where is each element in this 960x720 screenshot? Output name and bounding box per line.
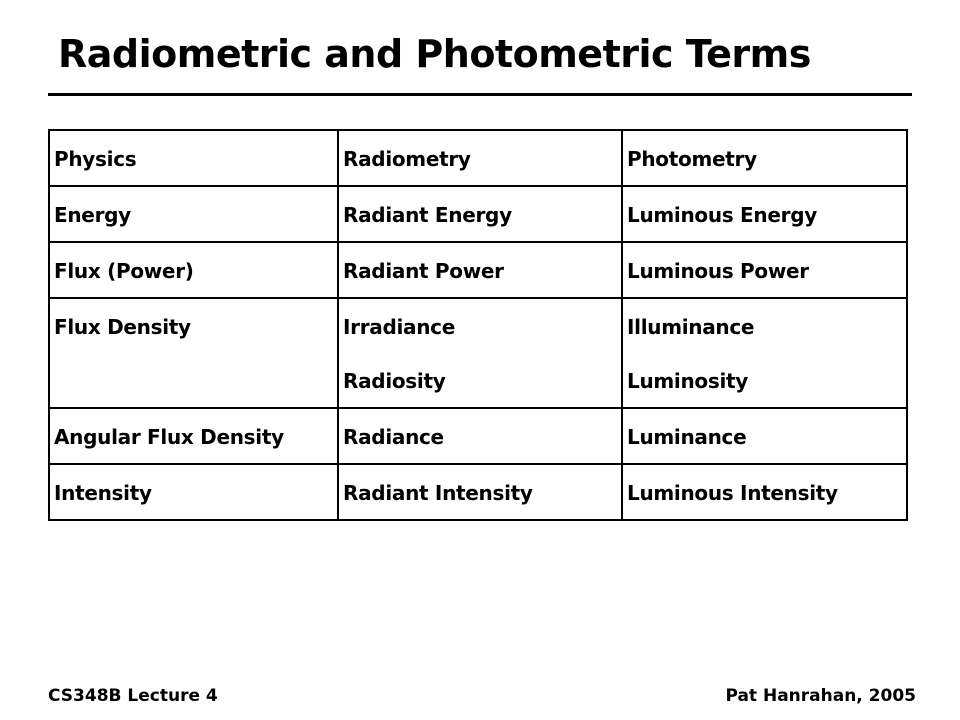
physics-cell [49, 464, 338, 520]
header-cell-photometry [622, 130, 907, 186]
title-divider [48, 93, 912, 96]
header-cell-radiometry [338, 130, 622, 186]
photometry-cell [622, 464, 907, 520]
slide-title: Radiometric and Photometric Terms [58, 32, 811, 76]
physics-cell [49, 298, 338, 408]
cell-text: Luminous Power [627, 259, 809, 283]
radiometry-cell [338, 298, 622, 408]
table-row [49, 408, 907, 464]
cell-text: Flux Density [54, 315, 191, 339]
physics-cell [49, 408, 338, 464]
cell-text: Radiant Power [343, 259, 504, 283]
cell-text: Illuminance [627, 315, 755, 339]
footer-author-label: Pat Hanrahan, 2005 [725, 686, 916, 706]
photometry-cell [622, 186, 907, 242]
cell-text: Intensity [54, 481, 152, 505]
photometry-cell [622, 408, 907, 464]
cell-text: Irradiance [343, 315, 455, 339]
terms-table [48, 129, 908, 521]
cell-text: Luminous Energy [627, 203, 817, 227]
header-label: Photometry [627, 147, 757, 171]
header-label: Radiometry [343, 147, 471, 171]
table-header-row [49, 130, 907, 186]
header-cell-physics [49, 130, 338, 186]
cell-text: Radiant Intensity [343, 481, 533, 505]
cell-text: Luminous Intensity [627, 481, 838, 505]
header-label: Physics [54, 147, 137, 171]
photometry-cell [622, 298, 907, 408]
table-row [49, 242, 907, 298]
physics-cell [49, 242, 338, 298]
cell-text: Radiosity [343, 369, 446, 393]
cell-text: Energy [54, 203, 131, 227]
cell-text: Radiant Energy [343, 203, 512, 227]
radiometry-cell [338, 186, 622, 242]
table-row [49, 298, 907, 408]
cell-text: Luminance [627, 425, 747, 449]
cell-text: Luminosity [627, 369, 749, 393]
cell-text: Radiance [343, 425, 444, 449]
footer-course-label: CS348B Lecture 4 [48, 686, 218, 706]
table-row [49, 186, 907, 242]
physics-cell [49, 186, 338, 242]
radiometry-cell [338, 242, 622, 298]
table-row [49, 464, 907, 520]
cell-text: Flux (Power) [54, 259, 194, 283]
radiometry-cell [338, 464, 622, 520]
photometry-cell [622, 242, 907, 298]
radiometry-cell [338, 408, 622, 464]
cell-text: Angular Flux Density [54, 425, 284, 449]
